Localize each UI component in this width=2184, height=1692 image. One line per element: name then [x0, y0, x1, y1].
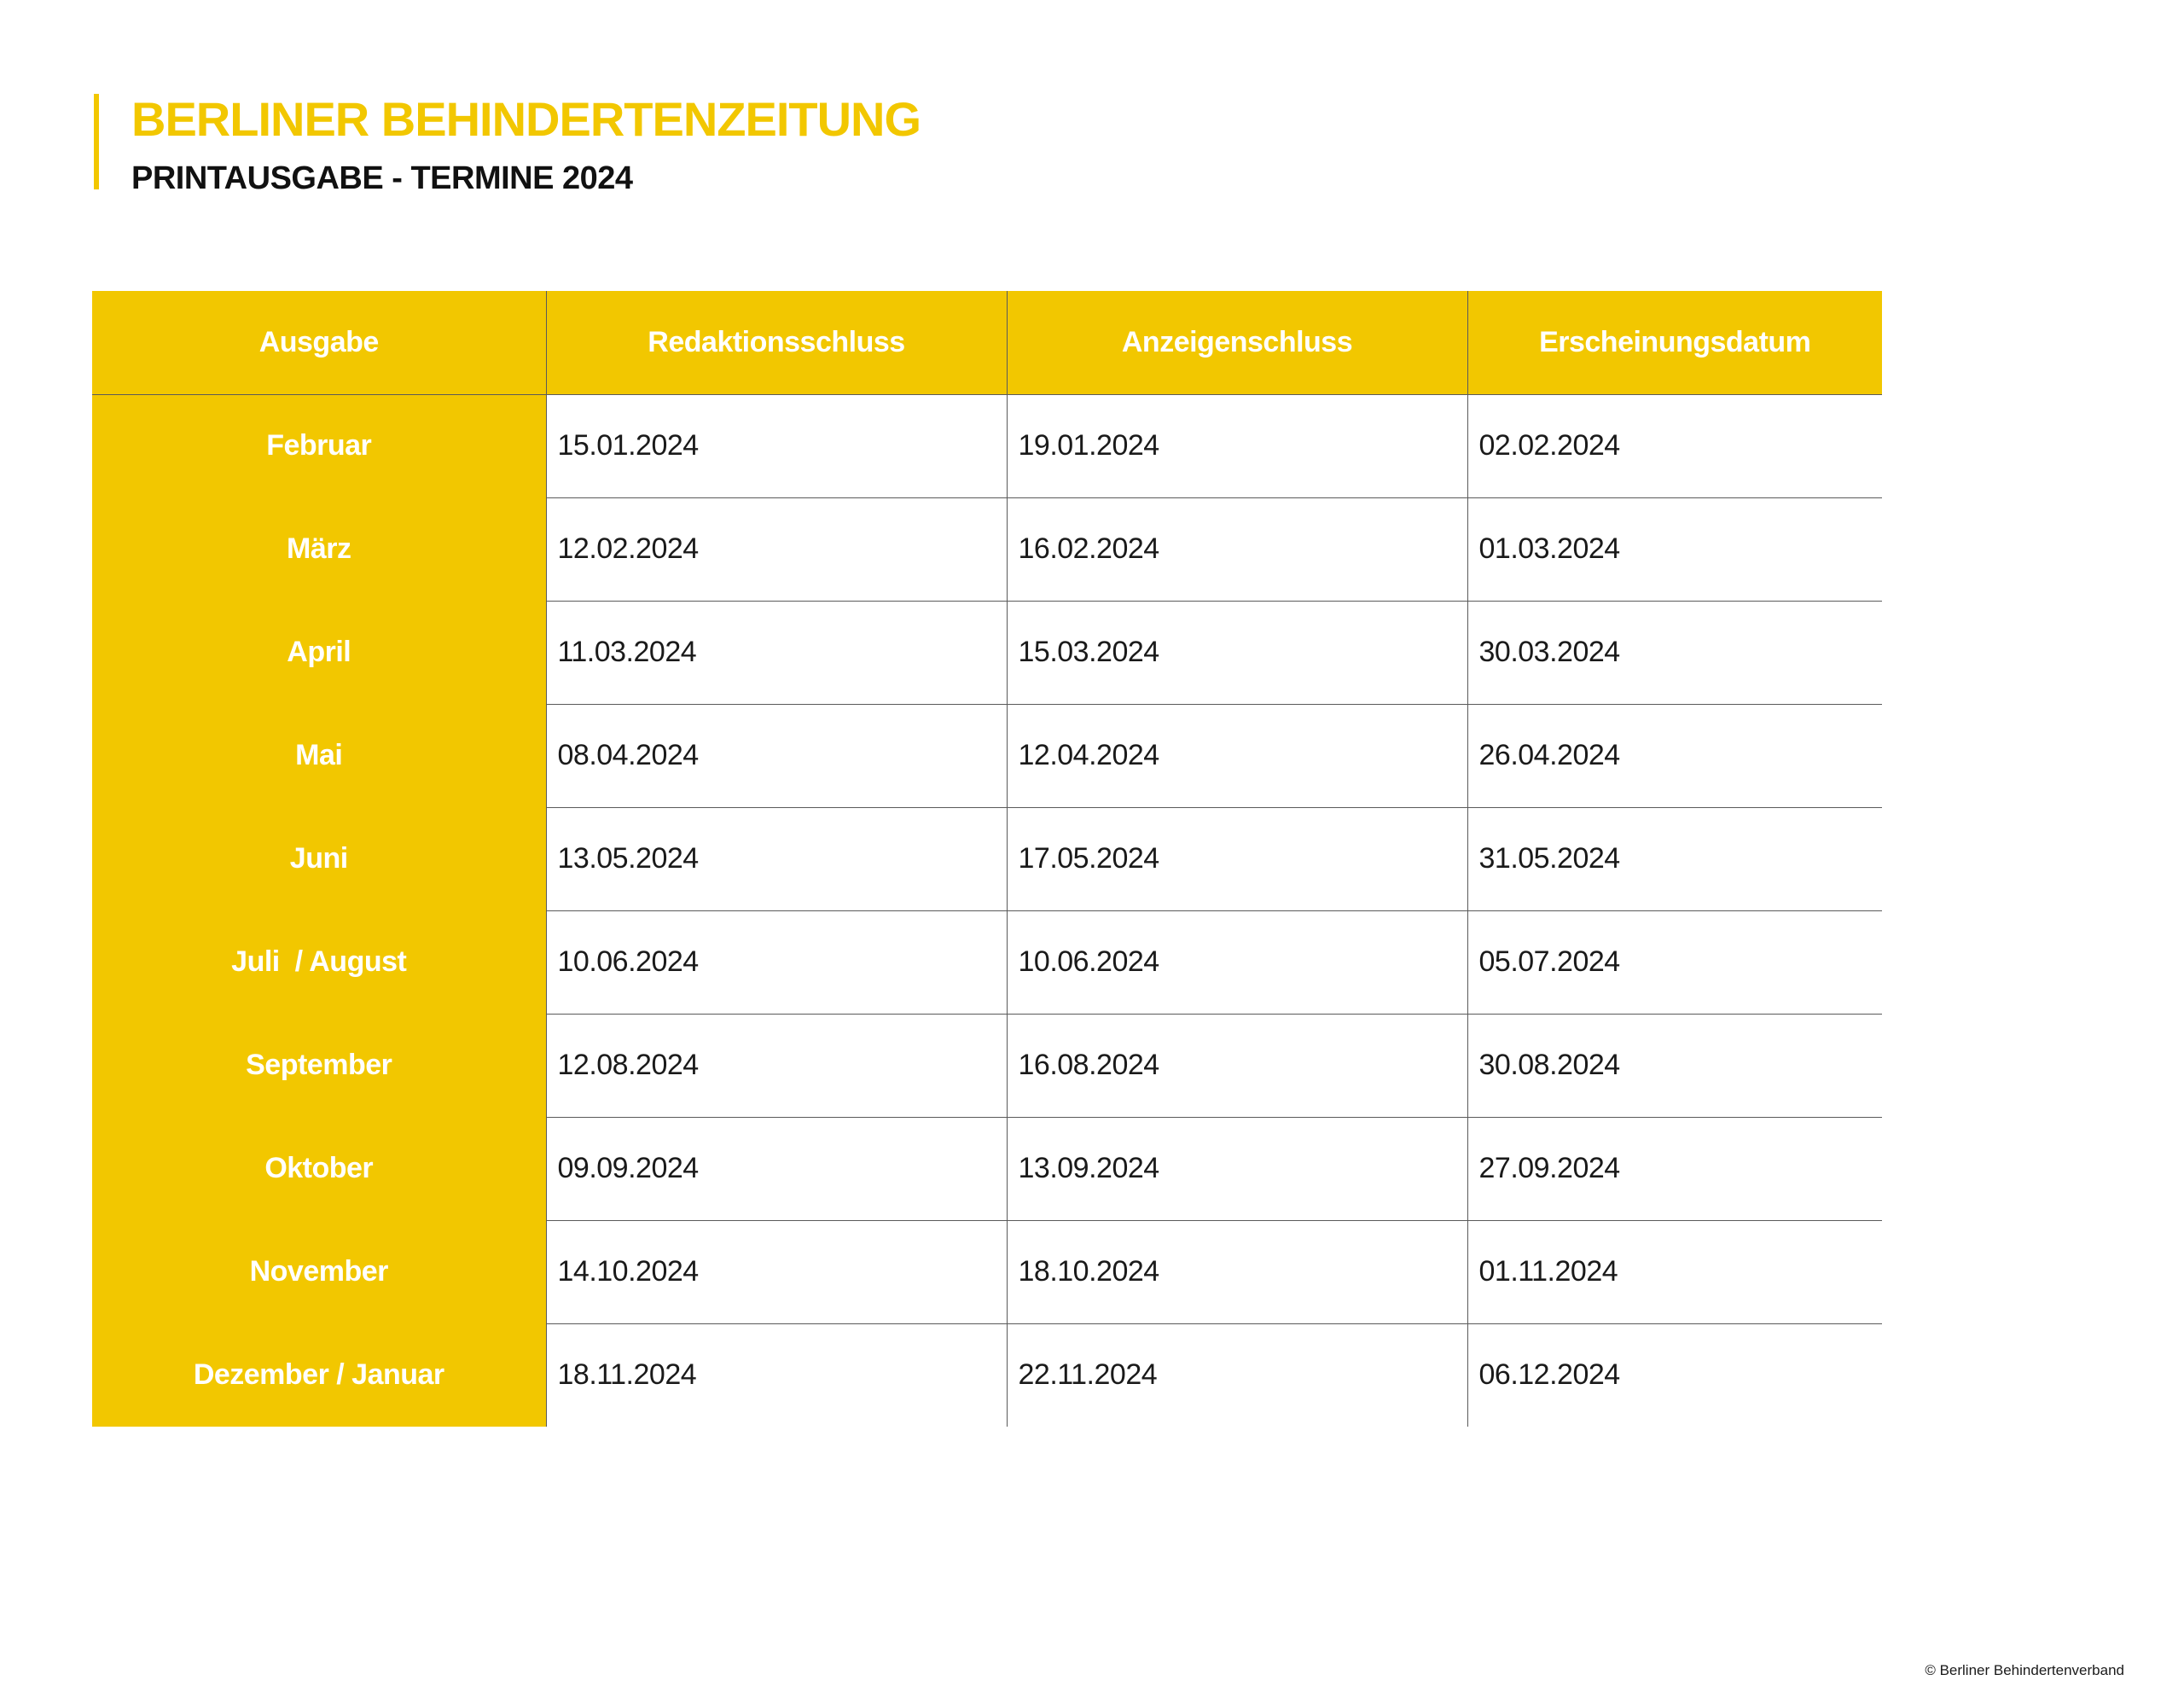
- issue-cell: Mai: [92, 704, 546, 807]
- ad-deadline-cell: 15.03.2024: [1007, 601, 1467, 704]
- header-issue: Ausgabe: [92, 291, 546, 394]
- editorial-deadline-cell: 15.01.2024: [546, 394, 1007, 497]
- issue-cell: Dezember / Januar: [92, 1323, 546, 1427]
- ad-deadline-cell: 12.04.2024: [1007, 704, 1467, 807]
- ad-deadline-cell: 13.09.2024: [1007, 1117, 1467, 1220]
- table-row: [92, 497, 1882, 601]
- ad-deadline-cell: 18.10.2024: [1007, 1220, 1467, 1323]
- header-publication-date: Erscheinungsdatum: [1467, 291, 1882, 394]
- table-row: [92, 1323, 1882, 1427]
- table-row: [92, 807, 1882, 910]
- publication-date-cell: 30.03.2024: [1467, 601, 1882, 704]
- ad-deadline-cell: 22.11.2024: [1007, 1323, 1467, 1427]
- schedule-table: [92, 291, 1882, 1427]
- publication-date-cell: 26.04.2024: [1467, 704, 1882, 807]
- editorial-deadline-cell: 08.04.2024: [546, 704, 1007, 807]
- editorial-deadline-cell: 13.05.2024: [546, 807, 1007, 910]
- issue-cell: September: [92, 1014, 546, 1117]
- ad-deadline-cell: 16.08.2024: [1007, 1014, 1467, 1117]
- editorial-deadline-cell: 12.02.2024: [546, 497, 1007, 601]
- issue-cell: Juli / August: [92, 910, 546, 1014]
- editorial-deadline-cell: 10.06.2024: [546, 910, 1007, 1014]
- editorial-deadline-cell: 12.08.2024: [546, 1014, 1007, 1117]
- table-row: [92, 910, 1882, 1014]
- issue-cell: November: [92, 1220, 546, 1323]
- copyright-notice: © Berliner Behindertenverband: [1925, 1662, 2124, 1678]
- table-row: [92, 1014, 1882, 1117]
- issue-cell: April: [92, 601, 546, 704]
- ad-deadline-cell: 16.02.2024: [1007, 497, 1467, 601]
- header-ad-deadline: Anzeigenschluss: [1007, 291, 1467, 394]
- editorial-deadline-cell: 11.03.2024: [546, 601, 1007, 704]
- document-header: [94, 92, 921, 196]
- ad-deadline-cell: 17.05.2024: [1007, 807, 1467, 910]
- issue-cell: Juni: [92, 807, 546, 910]
- issue-cell: Februar: [92, 394, 546, 497]
- table-row: [92, 1117, 1882, 1220]
- publication-date-cell: 31.05.2024: [1467, 807, 1882, 910]
- editorial-deadline-cell: 14.10.2024: [546, 1220, 1007, 1323]
- issue-cell: März: [92, 497, 546, 601]
- issue-cell: Oktober: [92, 1117, 546, 1220]
- ad-deadline-cell: 10.06.2024: [1007, 910, 1467, 1014]
- page-title: BERLINER BEHINDERTENZEITUNG: [131, 92, 921, 146]
- editorial-deadline-cell: 18.11.2024: [546, 1323, 1007, 1427]
- page-subtitle: PRINTAUSGABE - TERMINE 2024: [131, 160, 633, 196]
- header-editorial-deadline: Redaktionsschluss: [546, 291, 1007, 394]
- editorial-deadline-cell: 09.09.2024: [546, 1117, 1007, 1220]
- table-row: [92, 1220, 1882, 1323]
- publication-date-cell: 06.12.2024: [1467, 1323, 1882, 1427]
- publication-date-cell: 27.09.2024: [1467, 1117, 1882, 1220]
- publication-date-cell: 01.11.2024: [1467, 1220, 1882, 1323]
- table-row: [92, 704, 1882, 807]
- publication-date-cell: 01.03.2024: [1467, 497, 1882, 601]
- publication-date-cell: 02.02.2024: [1467, 394, 1882, 497]
- publication-date-cell: 05.07.2024: [1467, 910, 1882, 1014]
- table-row: [92, 601, 1882, 704]
- table-row: [92, 394, 1882, 497]
- table-header-row: [92, 291, 1882, 394]
- publication-date-cell: 30.08.2024: [1467, 1014, 1882, 1117]
- ad-deadline-cell: 19.01.2024: [1007, 394, 1467, 497]
